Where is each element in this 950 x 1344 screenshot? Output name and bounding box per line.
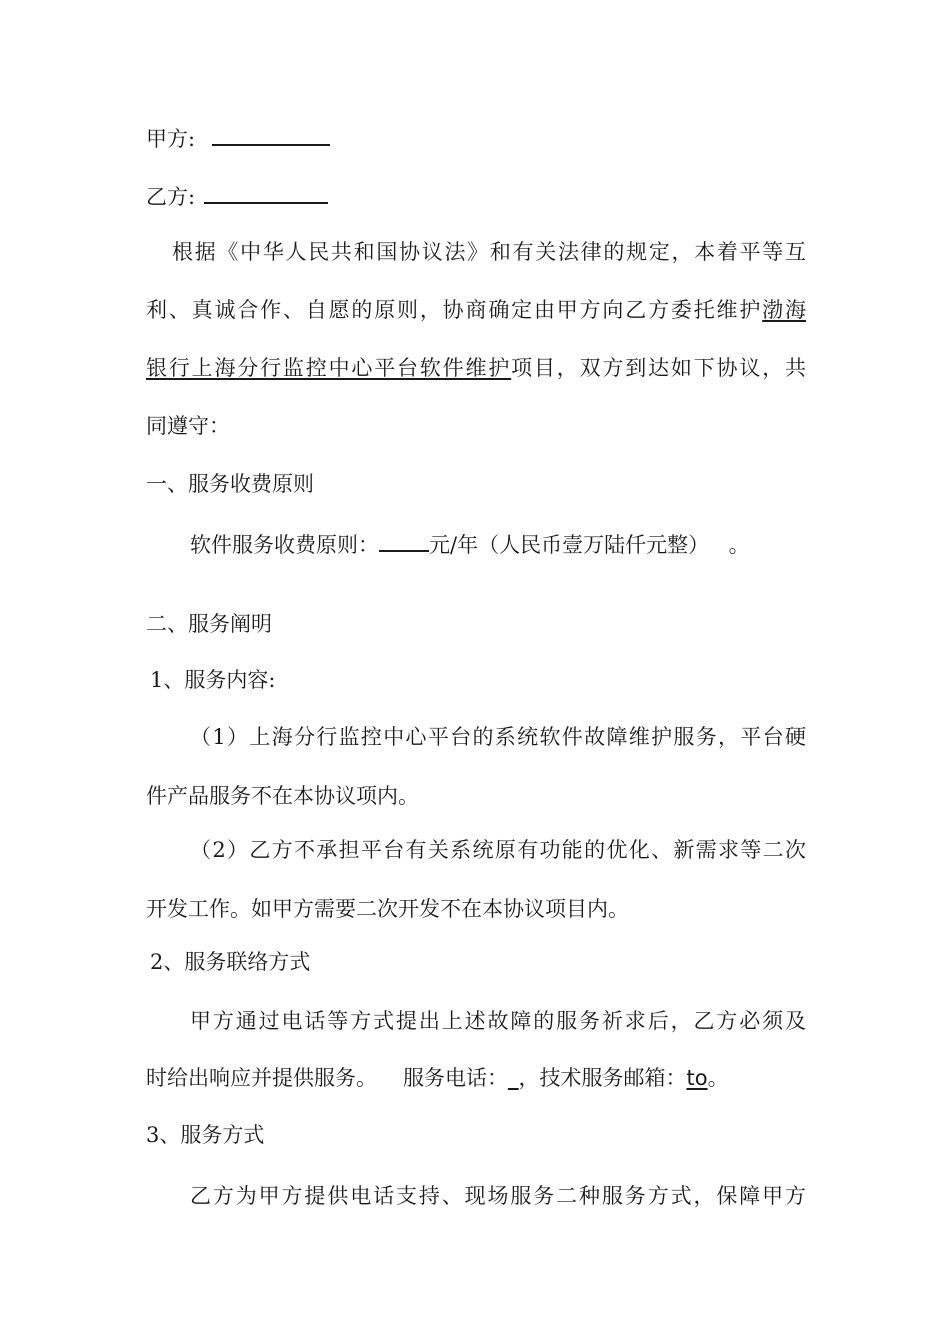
fee-unit: 元/年（人民币壹万陆仟元整）	[429, 533, 699, 557]
item-1-p1-line-2	[146, 782, 806, 810]
fee-line	[190, 528, 806, 559]
section-1-heading	[146, 470, 806, 498]
preamble-text-4: 同遵守：	[146, 414, 230, 438]
phone-value: _	[508, 1066, 519, 1090]
item-1-p2-text-2: 开发工作。如甲方需要二次开发不在本协议项目内。	[146, 897, 629, 921]
item-3-text-1: 乙方为甲方提供电话支持、现场服务二种服务方式，保障甲方	[190, 1184, 806, 1208]
bank-name-part-2: 银行上海分行监控中心平台软件维护	[146, 356, 512, 380]
party-a-line	[146, 122, 806, 153]
section-2-heading	[146, 610, 806, 638]
fee-label: 软件服务收费原则：	[190, 533, 379, 557]
party-b-blank	[204, 180, 328, 204]
fee-end: 。	[728, 533, 750, 557]
preamble-line-1	[172, 238, 806, 266]
item-1-p1-text-2: 件产品服务不在本协议项内。	[146, 784, 419, 808]
item-1-p2-line-1	[190, 836, 806, 864]
fee-amount-blank	[379, 528, 429, 552]
item-1-p2-text-1: （2）乙方不承担平台有关系统原有功能的优化、新需求等二次	[190, 838, 806, 862]
item-3-heading-text: 3、服务方式	[146, 1123, 265, 1147]
bank-name-part-1: 渤海	[762, 298, 807, 322]
item-1-p1-text-1: （1）上海分行监控中心平台的系统软件故障维护服务，平台硬	[190, 725, 806, 749]
item-2-line-1	[190, 1007, 806, 1035]
item-2-line-2	[146, 1064, 806, 1092]
email-label: ，技术服务邮箱：	[518, 1066, 687, 1090]
preamble-line-2	[146, 296, 806, 324]
item-1-heading-text: 1、服务内容:	[150, 668, 276, 692]
preamble-text-3: 项目，双方到达如下协议，共	[511, 356, 807, 380]
item-1-p2-line-2	[146, 895, 806, 923]
item-2-text-2: 时给出响应并提供服务。	[146, 1066, 377, 1090]
phone-label: 服务电话：	[403, 1066, 508, 1090]
preamble-text-2: 利、真诚合作、自愿的原则，协商确定由甲方向乙方委托维护	[146, 298, 763, 322]
party-a-label: 甲方:	[146, 127, 196, 151]
item-2-heading	[150, 948, 810, 976]
item-2-text-1: 甲方通过电话等方式提出上述故障的服务祈求后，乙方必须及	[190, 1009, 806, 1033]
item-2-end: 。	[707, 1066, 729, 1090]
email-value: to	[686, 1066, 708, 1090]
section-1-heading-text: 一、服务收费原则	[146, 472, 314, 496]
item-3-line-1	[190, 1182, 806, 1210]
preamble-line-3	[146, 354, 806, 382]
item-2-heading-text: 2、服务联络方式	[150, 950, 311, 974]
party-b-line	[146, 180, 806, 211]
preamble-text-1: 根据《中华人民共和国协议法》和有关法律的规定，本着平等互	[172, 240, 806, 264]
item-3-heading	[146, 1121, 806, 1149]
item-1-heading	[150, 666, 810, 694]
party-b-label: 乙方:	[146, 185, 196, 209]
preamble-line-4	[146, 412, 806, 440]
party-a-blank	[212, 122, 330, 146]
section-2-heading-text: 二、服务阐明	[146, 612, 272, 636]
item-1-p1-line-1	[190, 723, 806, 751]
